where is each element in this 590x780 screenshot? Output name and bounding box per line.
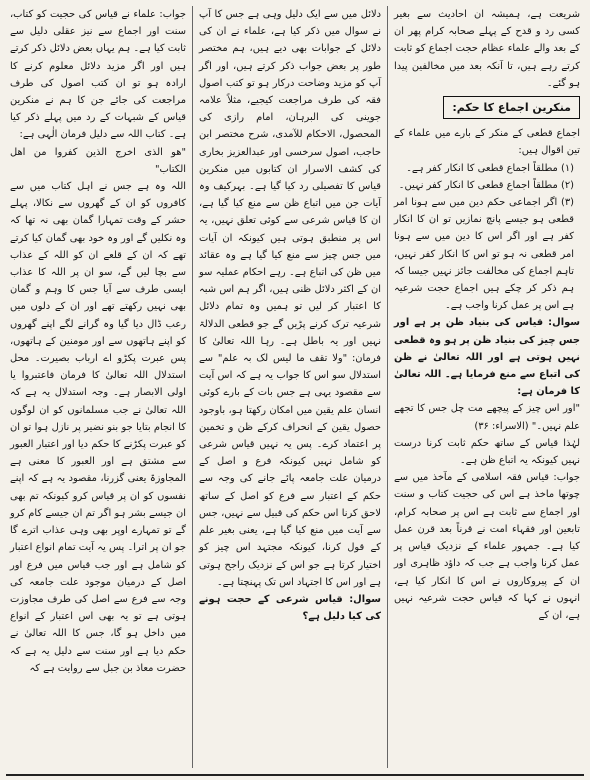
answer-paragraph: جواب: قیاس فقہ اسلامی کے مآخذ میں سے چوتھا ماخذ ہے اس کی حجیت کتاب و سنت اور اجماع سے ثابت ہے اس پر صحابہ کرام، تابعین اور فقہاء امت نے قرناً بعد قرن عمل کیا ہے۔ جمہور علماء کے نزدیک قیاس پر عمل کرنا واجب ہے جب کہ داؤد ظاہری اور ان کے پیروکاروں نے اس کا انکار کیا ہے، انہوں نے کہا کہ قیاس حجت شرعیہ نہیں ہے، ان کے: [394, 472, 580, 621]
list-item: (۲) مطلقاً اجماع قطعی کا انکار کفر نہیں۔: [398, 179, 574, 191]
quran-quote: "اور اس چیز کے پیچھے مت چل جس کا تجھے علم نہیں۔" (الاسراء: ۳۶): [394, 403, 580, 432]
answer-paragraph: جواب: علماء نے قیاس کی حجیت کو کتاب، سنت اور اجماع سے نیز عقلی دلیل سے ثابت کیا ہے۔ ہم یہاں بعض دلائل ذکر کرتے ہیں اور اگر مزید دلائل معلوم کرنے کا ارادہ ہو تو ان کتب اصول کی طرف مراجعت کی جائے جن کا ہم نے منکرین قیاس کے شبہات کے رد میں پہلے ذکر کیا ہے۔ کتاب اللہ سے دلیل فرمان الٰہی ہے:: [10, 9, 186, 141]
section-heading: منکرین اجماع کا حکم:: [443, 96, 580, 119]
paragraph: لہٰذا قیاس کے ساتھ حکم ثابت کرنا درست نہیں کیونکہ یہ اتباع ظن ہے۔: [394, 437, 580, 467]
column-left: [6, 6, 192, 768]
column-middle: [192, 6, 388, 768]
paragraph: اجماع قطعی کے منکر کے بارے میں علماء کے تین اقوال ہیں:: [394, 128, 580, 157]
paragraph: شریعت ہے، ہمیشہ ان احادیث سے بغیر کسی رد و قدح کے پہلے صحابہ کرام پھر ان کے بعد والے علماء عظام حجت اجماع کو ثابت کرتے رہے ہیں، تا آنکہ بعد میں مخالفین پیدا ہو گئے۔: [394, 9, 580, 89]
column-right: [388, 6, 584, 768]
question-paragraph: سوال: قیاس کی بنیاد ظن پر ہے اور جس چیز کی بنیاد ظن پر ہو وہ قطعی نہیں ہوتی ہے اور اللہ تعالیٰ نے ظن کی اتباع سے منع فرمایا ہے۔ اللہ تعالیٰ کا فرمان ہے:: [394, 317, 580, 398]
paragraph: اللہ وہ ہے جس نے اہل کتاب میں سے کافروں کو ان کے گھروں سے نکالا، پہلے حشر کے وقت تمہارا گمان بھی نہ تھا کہ وہ نکلیں گے اور وہ خود بھی گمان کیا کرتے تھے کہ ان کے قلعے ان کو اللہ کے عذاب سے بچا لیں گے، سو ان پر اللہ کا عذاب ایسی طرف سے آیا جس کا وہم و گمان بھی نہیں رکھتے تھے اور ان کے دلوں میں رعب ڈال دیا گیا وہ گرانے لگے اپنے گھروں کو اپنے ہاتھوں سے اور مومنین کے ہاتھوں، پس عبرت پکڑو اے ارباب بصیرت۔ محل استدلال اللہ تعالیٰ کا فرمان فاعتبروا یا اولی الابصار ہے۔ وجہ استدلال یہ ہے کہ اللہ تعالیٰ نے جب مسلمانوں کو ان لوگوں کا انجام بتایا جو بنو نضیر پر نازل ہوا تو ان کو عبرت پکڑنے کا حکم دیا اور اعتبار العبور سے مشتق ہے اور العبور کا معنی ہے المجاوزۃ یعنی گزرنا، مقصود یہ ہے کہ اپنے نفسوں کو ان پر قیاس کرو کیونکہ تم بھی ان جیسے بشر ہو اگر تم ان جیسے کام کرو گے تو تمہارے اوپر بھی وہی عذاب اترے گا جو ان پر اترا۔ پس یہ آیت تمام انواع اعتبار کو شامل ہے اور جب قیاس میں فرع اور اصل کے درمیان موجود علت جامعہ کی وجہ سے فرع سے اصل کی طرف مجاوزت ہوتی ہے تو یہ بھی اس اعتبار کے انواع میں داخل ہو گا، جس کا اللہ تعالیٰ نے حکم دیا ہے اور سنت سے دلیل یہ ہے کہ حضرت معاذ بن جبل سے روایت ہے کہ: [10, 181, 186, 674]
footer-rule: [6, 774, 584, 776]
question-paragraph: سوال: قیاس شرعی کے حجت ہونے کی کیا دلیل ہے؟: [199, 593, 381, 623]
arabic-quote: "ھو الذی اخرج الذین کفروا من اھل الکتاب": [10, 146, 186, 175]
paragraph: دلائل میں سے ایک دلیل وہی ہے جس کا آپ نے سوال میں ذکر کیا ہے، علماء نے ان کی دلائل کے جوابات بھی دیے ہیں، ہم مختصر طور پر بعض جواب ذکر کرتے ہیں، اور اگر آپ کو مزید وضاحت درکار ہو تو کتب اصول فقہ کی طرف مراجعت کیجیے، مثلاً علامہ جوینی کی البرہان، امام رازی کی المحصول، الاحکام للآمدی، شرح مختصر ابن حاجب، اصول سرخسی اور عبدالعزیز بخاری کی کشف الاسرار ان کتابوں میں منکرین قیاس کا تفصیلی رد کیا گیا ہے۔ بہرکیف وہ آیات جن میں اتباع ظن سے منع کیا گیا ہے، ان کا قیاس شرعی سے کوئی تعلق نہیں، یہ اس پر منطبق ہوتی ہیں کیونکہ ان آیات میں جس چیز سے منع کیا گیا ہے وہ عقائد میں ظن کی اتباع ہے۔ رہے احکام عملیہ سو ان کے اکثر دلائل ظنی ہیں، اگر ہم اس شبہ کا اعتبار کر لیں تو ہمیں وہ تمام دلائل شرعیہ ترک کرنے پڑیں گے جو قطعی الدلالۃ نہیں اور یہ باطل ہے۔ رہا اللہ تعالیٰ کا فرمان: "ولا تقف ما لیس لک بہ علم" سے استدلال سو اس کا جواب یہ ہے کہ اس آیت سے مقصود یہی ہے جس بات کے بارے کوئی انسان علم یقین میں امکان رکھتا ہو، باوجود حصول یقین کے انحراف کرکے ظن و تخمین پر اعتماد کرے۔ پس یہ نہیں قیاس شرعی کو شامل نہیں کیونکہ فرع و اصل کے درمیان علت جامعہ پائے جانے کی وجہ سے حکم کے اعتبار سے فرع کو اصل کے ساتھ لاحق کرنا اس حکم کی قبیل سے نہیں، جس سے آیت میں منع کیا گیا ہے، یعنی بغیر علم کے قول کرنا، کیونکہ مجتہد اس چیز کو اختیار کرتا ہے جو اس کے نزدیک راجح ہوتی ہے اور اس کا اجتہاد اس تک پہنچتا ہے۔: [199, 9, 381, 588]
list-item: (۳) اگر اجماعی حکم دین میں سے ہونا امر قطعی ہو جیسے پانچ نمازیں تو ان کا انکار کفر ہے اور اگر اس کا دین میں سے ہونا امر قطعی نہ ہو تو اس کا انکار کفر نہیں، تاہم اجماع کی مخالفت جائز نہیں جیسا کہ ہم ذکر کر چکے ہیں اجماع حجت شرعیہ ہے اس پر عمل کرنا واجب ہے۔: [394, 197, 574, 312]
list-item: (۱) مطلقاً اجماع قطعی کا انکار کفر ہے۔: [406, 162, 574, 174]
